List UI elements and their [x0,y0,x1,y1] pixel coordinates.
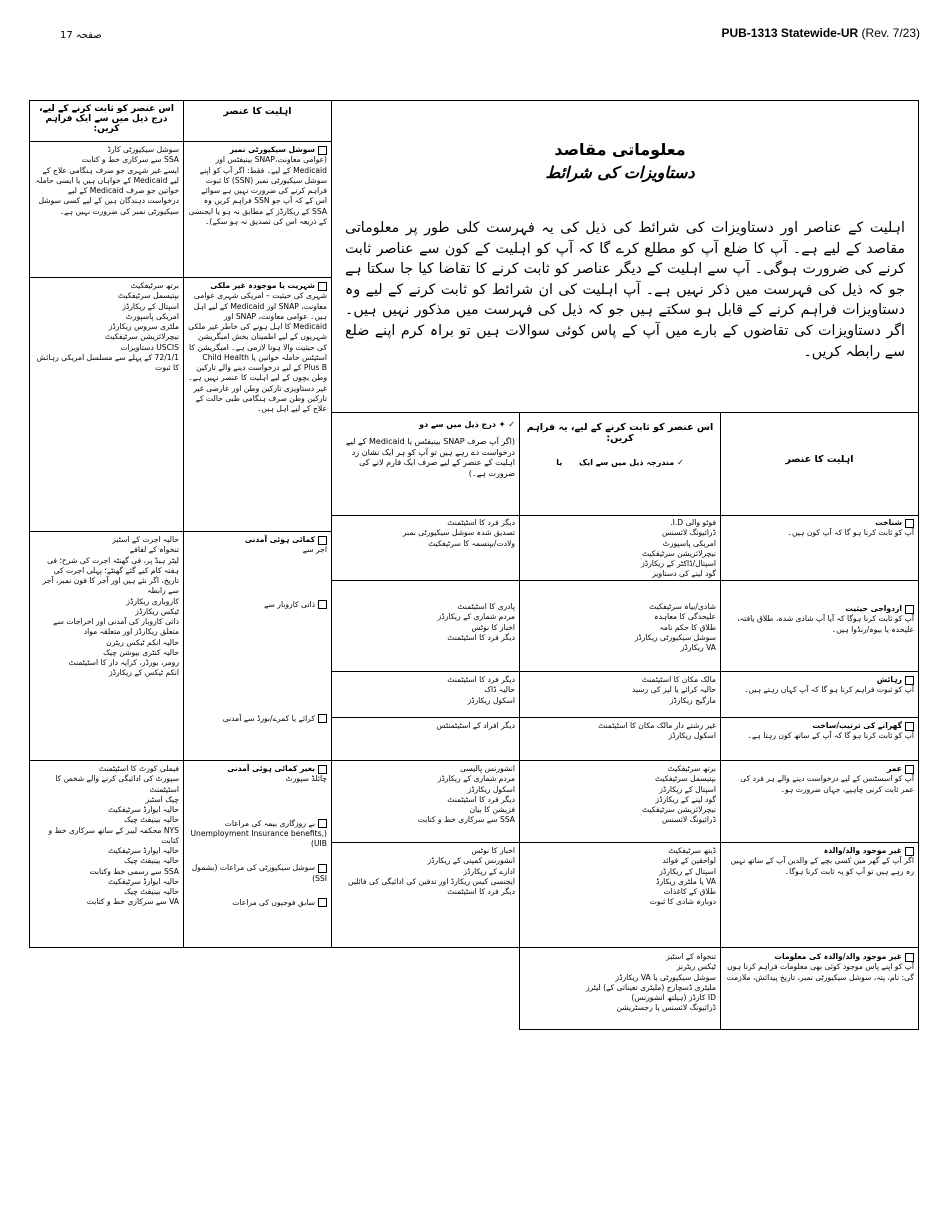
list-item: انشورنس کمپنی کے ریکارڈز [427,856,515,866]
absent-parent-text: اگر آپ کے گھر میں کسی بچے کے والدین آپ کے ساتھ نہیں رہ رہے ہیں تو آپ کو یہ ثابت کرنا ہوگا۔ [730,856,914,876]
list-item: ڈرائیونگ لائسنس یا رجسٹریشن [616,1003,716,1013]
list-item: سابق فوجیوں کی مراعات [232,897,315,907]
list-item: حالیہ ایوارڈ سرٹیفکیٹ [108,846,179,855]
list-item: حالیہ ڈاک [484,685,515,695]
list-item: لواحقین کے فوائد [662,856,716,866]
list-item: اجر سے [302,545,327,555]
list-item: اسکول ریکارڈز [467,695,515,705]
absent-parent-title: غیر موجود والد/والدہ [823,846,902,855]
list-item: 72/1/1 کے پہلے سے مسلسل امریکی رہائش کا ثبوت [36,352,179,372]
list-item: حالیہ انکم ٹیکس ریٹرن [106,637,179,647]
list-item: اسکول ریکارڈز [668,731,716,741]
list-item: اسپتال کے ریکارڈز [659,784,716,794]
list-item: اسکول ریکارڈز [467,784,515,794]
checkbox-icon[interactable] [905,605,914,614]
list-item: سوشل سیکیورٹی یا VA ریکارڈز [615,972,716,982]
list-item: VA ریکارڈز [680,643,716,652]
list-item: اخبار کا نوٹس [471,622,515,632]
right-col-provide-header [520,414,720,514]
list-item: سوشل سیکیورٹی ریکارڈز [634,632,716,642]
list-item: ذاتی کاروبار کی آمدنی اور اخراجات سے متعلق ریکارڈز اور متعلقہ مواد [53,617,179,637]
identity-title: شناخت [875,518,902,527]
absent-parent-info-text: آپ کو اپنے پاس موجود کوئی بھی معلومات فراہم کرنا ہوں گی: نام، پتہ، سوشل سیکیورٹی نمبر، تاریخ پیدائش، ملازمت [726,962,914,982]
checkbox-icon[interactable] [318,536,327,545]
list-item: حالیہ بینیفٹ چیک [124,856,179,866]
list-item: SSA سے سرکاری خط و کتابت [81,155,179,165]
checkbox-icon[interactable] [905,847,914,856]
list-item: حالیہ اجرت کے اسٹبز [112,535,179,544]
ssn-element [184,143,331,277]
list-item: SSA سے رسمی خط وکتابت [89,866,179,876]
list-item: مردم شماری کے ریکارڈز [437,612,515,622]
one-of-label: ✓ مندرجہ ذیل میں سے ایک [579,458,684,467]
household-text: آپ کو ثابت کرنا ہو گا کہ آپ کے ساتھ کون رہتا ہے۔ [747,731,914,741]
page-number: صفحہ 17 [60,30,102,41]
absent-parent-info-element [721,950,918,1029]
checkbox-icon[interactable] [318,714,327,723]
checkbox-icon[interactable] [905,519,914,528]
citizenship-provide [30,279,183,531]
list-item: حالیہ بینیفٹ چیک [124,887,179,896]
age-one-of [520,762,720,842]
checkbox-icon[interactable] [905,953,914,962]
checkbox-icon[interactable] [318,282,327,291]
two-of-label: ✓ ✦ درج ذیل میں سے دو [419,420,515,429]
list-item: مردم شماری کے ریکارڈز [437,774,515,784]
earned-income-element [184,533,331,760]
marital-two-of [332,582,519,671]
list-item: فیملی کورٹ کا اسٹیٹمنٹ [98,764,179,773]
marital-title: ازدواجی حیثیت [845,604,902,613]
residence-element [721,673,918,717]
age-text: آپ کو اسسٹنس کے لیے درخواست دینے والے ہر فرد کی عمر ثابت کرنی چاہیے، جہاں ضرورت ہو۔ [740,774,914,794]
list-item: ملٹری سروس ریکارڈز [108,322,179,331]
list-item: حالیہ بینیفٹ چیک [124,815,179,825]
household-one-of [520,719,720,760]
list-item: ولادت/بپتسمہ کا سرٹیفکیٹ [428,538,515,548]
list-item: انکم ٹیکس کے ریکارڈز [108,668,179,678]
list-item: بے روزگاری بیمہ کی مراعات (Unemployment Insurance benefits, UIB) [190,818,327,848]
household-title: گھرانے کی ترتیب/ساخت [812,721,902,730]
right-col-element-header: اہلیت کا عنصر [785,454,854,465]
left-col-provide-header: اس عنصر کو ثابت کرنے کے لیے، درج ذیل میں سے ایک فراہم کریں: [39,104,174,134]
list-item: VA سے سرکاری خط و کتابت [86,897,179,907]
citizenship-text: شہری کی حیثیت – امریکی شہری عوامی معاونت، SNAP اور Medicaid کے لیے اہل ہیں۔ عوامی معاونت، SNAP اور Medicaid کا اہل ہونے کی خاطر غیر ملکی شہریوں کے لیے اطمینان بخش امیگریشن کی حیثیت والا ہونا لازمی ہے۔ امیگریشن کا اسٹیٹس حاملہ خواتین یا Child Health Plus B کے لیے درخواست دینے والے تارکین وطن بچوں کے لیے اہلیت کا عنصر نہیں ہے۔ غیر دستاویزی تارکین وطن اور عارضی غیر تارکین وطن صرف ہنگامی طبی حالت کے علاج کے لیے اہل ہیں۔ [188,291,327,413]
list-item: ایسے غیر شہری جو صرف ہنگامی علاج کے لیے Medicaid کے خواہاں ہیں یا ایسی حاملہ خواتین جو صرف Medicaid کے لیے درخواست دہندگان ہیں کے لیے کسی سوشل سیکیورٹی نمبر کی ضرورت نہیں ہے۔ [35,165,179,216]
title-line-1: معلوماتی مقاصد [554,140,686,159]
publication-id [721,26,920,40]
or-label: یا [556,458,563,467]
list-item: نیچرلائزیشن سرٹیفکیٹ [642,548,716,558]
list-item: اسپتال/ڈاکٹر کے ریکارڈز [641,559,716,568]
list-item: سوشل سیکیورٹی کارڈ [107,145,179,154]
ssn-text: (عوامی معاونت،SNAP بینیفٹس اور Medicaid کے لیے۔ فقط: اگر آپ کو اپنے سوشل سیکیورٹی نمبر (SSN) کا ثبوت فراہم کرنے کی ضرورت نہیں ہے سوائے اس کے کہ آپ جو SSN فراہم کریں وہ SSA کے ریکارڈز کے مطابق نہ ہو یا ایجنسی کے ذریعہ اس کی تصدیق نہ ہو سکے)۔ [188,155,327,226]
right-col-two-header [332,414,519,514]
household-element [721,719,918,760]
list-item: کاروباری ریکارڈز [126,596,179,606]
list-item: نیچرلائزیشن سرٹیفکیٹ [642,805,716,814]
checkbox-icon[interactable] [905,676,914,685]
list-item: حالیہ ایوارڈ سرٹیفکیٹ [108,805,179,814]
list-item: گود لینے کے ریکارڈز [655,794,716,804]
ssn-provide [30,143,183,277]
page-title [340,140,900,182]
list-item: حالیہ کنٹری بیوشن چیک [103,647,179,657]
unearned-income-provide [30,762,183,948]
list-item: طلاق کے کاغذات [663,887,716,896]
title-line-2: دستاویزات کی شرائط [545,163,695,182]
list-item: امریکی پاسپورٹ [662,538,716,548]
list-item: بپتیسمل سرٹیفکیٹ [117,291,179,301]
marital-one-of [520,582,720,671]
checkbox-icon[interactable] [905,722,914,731]
list-item: سپورٹ کی ادائیگی کرنے والے شخص کا اسٹیٹمنٹ [55,774,179,794]
age-two-of [332,762,519,842]
residence-title: رہائش [876,675,902,684]
identity-element [721,516,918,580]
list-item: طلاق کا حکم نامہ [659,622,716,632]
list-item: علیحدگی کا معاہدہ [654,612,716,622]
list-item: NYS محکمہ لیبر کے ساتھ سرکاری خط و کتابت [48,825,179,845]
list-item: ملیٹری ڈسچارج (ملیٹری تعیناتی کے) لیٹرز [585,982,716,992]
list-item: غیر رشتے دار مالک مکان کا اسٹیٹمنٹ [598,721,716,730]
list-item: سوشل سیکیورٹی کی مراعات (بشمول SSI) [191,863,327,883]
list-item: انشورنس پالیسی [460,764,515,773]
list-item: دیگر فرد کا اسٹیٹمنٹ [447,675,515,684]
list-item: VA یا ملٹری ریکارڈ [656,876,716,886]
identity-two-of [332,516,519,580]
residence-text: آپ کو ثبوت فراہم کرنا ہو گا کہ آپ کہاں رہتے ہیں۔ [744,685,914,695]
absent-parent-two-of [332,844,519,948]
list-item: گود لینے کی دستاویز [652,569,716,579]
list-item: دوبارہ شادی کا ثبوت [649,897,716,907]
list-item: اسپتال کے ریکارڈز [122,301,179,311]
checkbox-icon[interactable] [318,600,327,609]
list-item: حالیہ کرائے یا لیز کی رسید [631,685,716,695]
checkbox-icon[interactable] [318,765,327,774]
list-item: امریکی پاسپورٹ [125,311,179,321]
checkbox-icon[interactable] [318,898,327,907]
list-item: SSA سے سرکاری خط و کتابت [417,815,515,825]
ssn-title: سوشل سیکیورٹی نمبر [229,145,315,154]
list-item: تنخواہ کے اسٹبز [666,952,716,961]
list-item: تصدیق شدہ سوشل سیکیورٹی نمبر [402,528,515,538]
list-item: فزیشن کا بیان [469,805,515,814]
absent-parent-one-of [520,844,720,948]
marital-text: آپ کو ثابت کرنا ہوگا کہ آیا آپ شادی شدہ، طلاق یافتہ، علیحدہ یا بیوہ/رنڈوا ہیں۔ [737,614,914,634]
list-item: شادی/بیاہ سرٹیفکیٹ [649,602,716,611]
unearned-income-title: بغیر کمائی ہوئی آمدنی [227,764,315,773]
age-element [721,762,918,842]
list-item: برتھ سرٹیفکیٹ [667,764,716,773]
absent-parent-element [721,844,918,948]
citizenship-element [184,279,331,531]
list-item: اسپتال کے ریکارڈز [659,866,716,876]
list-item: ڈیتھ سرٹیفکیٹ [668,846,716,855]
checkbox-icon[interactable] [318,146,327,155]
list-item: ایجنسی کیس ریکارڈ اور تدفین کی ادائیگی کی فائلیں [347,876,515,886]
list-item: تنخواہ کے لفافے [129,545,179,555]
identity-text: آپ کو ثابت کرنا ہو گا کہ آپ کون ہیں۔ [787,528,914,538]
list-item: ذاتی کاروبار سے [264,599,315,609]
provide-header-text: اس عنصر کو ثابت کرنے کے لیے، یہ فراہم کریں: [526,422,714,444]
list-item: رومر، بورڈر، کرایہ دار کا اسٹیٹمنٹ [68,658,179,667]
age-title: عمر [886,764,902,773]
list-item: دیگر فرد کا اسٹیٹمنٹ [447,518,515,527]
list-item: بپتیسمل سرٹیفکیٹ [654,774,716,784]
list-item: دیگر فرد کا اسٹیٹمنٹ [447,794,515,804]
earned-income-title: کمائی ہوئی آمدنی [244,535,315,544]
two-of-note: (اگر آپ صرف SNAP بینیفٹس یا Medicaid کے لیے درخواست دے رہے ہیں تو آپ کو ہر ایک نشان زد اہلیت کے عنصر کے لیے صرف ایک فارم لانے کی ضرورت ہے۔) [345,436,515,479]
list-item: کرائے یا کمرے/بورڈ سے آمدنی [222,713,315,723]
checkbox-icon[interactable] [318,864,327,873]
list-item: ID کارڈز (ہیلتھ انشورنس) [631,993,716,1002]
absent-parent-info-one-of [520,950,720,1029]
list-item: دیگر افراد کے اسٹیٹمنٹس [436,721,515,730]
list-item: چائلڈ سپورٹ [285,774,327,784]
residence-one-of [520,673,720,717]
marital-element [721,582,918,671]
list-item: مارگیج ریکارڈز [669,695,716,705]
list-item: مالک مکان کا اسٹیٹمنٹ [641,675,716,684]
checkbox-icon[interactable] [905,765,914,774]
absent-parent-info-title: غیر موجود والد/والدہ کی معلومات [774,952,902,961]
intro-paragraph: اہلیت کے عناصر اور دستاویزات کی شرائط کی ذیل کی یہ فہرست کلی طور پر معلوماتی مقاصد کے لیے ہے۔ آپ کا ضلع آپ کو مطلع کرے گا کہ آپ کو اہلیت کے کون سے عناصر ثابت کرنے کی ضرورت ہوگی۔ آپ سے اہلیت کے دیگر عناصر کو ثابت کرنے کا تقاضا کیا جا سکتا ہے جو کہ ذیل کی فہرست میں ذکر نہیں ہے۔ آپ اہلیت کی ان شرائط کو ثابت کرنے کے لیے وہ دستاویزات فراہم کرنے کے قابل ہو سکتے ہیں جو کہ ذیل کی فہرست میں مذکور نہیں ہیں۔ اگر دستاویزات کی تقاضوں کے بارے میں آپ کے پاس کوئی سوالات ہیں تو براہ کرم اپنے ضلع سے رابطہ کریں۔ [345,220,905,360]
list-item: برتھ سرٹیفکیٹ [130,281,179,290]
list-item: دیگر فرد کا اسٹیٹمنٹ [447,887,515,896]
citizenship-title: شہریت یا موجودہ غیر ملکی [210,281,315,290]
list-item: ادارے کے ریکارڈز [463,866,515,876]
list-item: ڈرائیونگ لائسنس [661,815,716,825]
list-item: نیچرلائزیشن سرٹیفکیٹ [105,332,179,342]
list-item: ڈرائیونگ لائسنس [661,528,716,538]
list-item: ٹیکس ریکارڈز [135,606,179,616]
list-item: چیک اسٹبز [145,794,179,804]
household-two-of [332,719,519,760]
list-item: اخبار کا نوٹس [471,846,515,855]
left-col-element-header: اہلیت کا عنصر [223,106,292,117]
identity-one-of [520,516,720,580]
revision-date: (Rev. 7/23) [861,26,920,40]
list-item: ٹیکس ریٹرنز [676,962,716,972]
residence-two-of [332,673,519,717]
list-item: لیٹر ہیڈ پر، فی گھنٹہ اجرت کی شرح؛ فی ہفتہ کام کیے گئے گھنٹے؛ پہلی اجرت کی تاریخ، اگر نئے ہیں اور آجر کا فون نمبر، آجر سے رابطہ [42,555,179,596]
list-item: دیگر فرد کا اسٹیٹمنٹ [447,632,515,642]
list-item: حالیہ ایوارڈ سرٹیفکیٹ [108,876,179,886]
list-item: USCIS دستاویزات [120,342,179,352]
publication-code: PUB-1313 Statewide-UR [721,26,859,40]
list-item: فوٹو والی I.D. [670,518,716,527]
list-item: پادری کا اسٹیٹمنٹ [457,602,515,611]
checkbox-icon[interactable] [318,819,327,828]
unearned-income-element [184,762,331,948]
earned-income-provide [30,533,183,760]
